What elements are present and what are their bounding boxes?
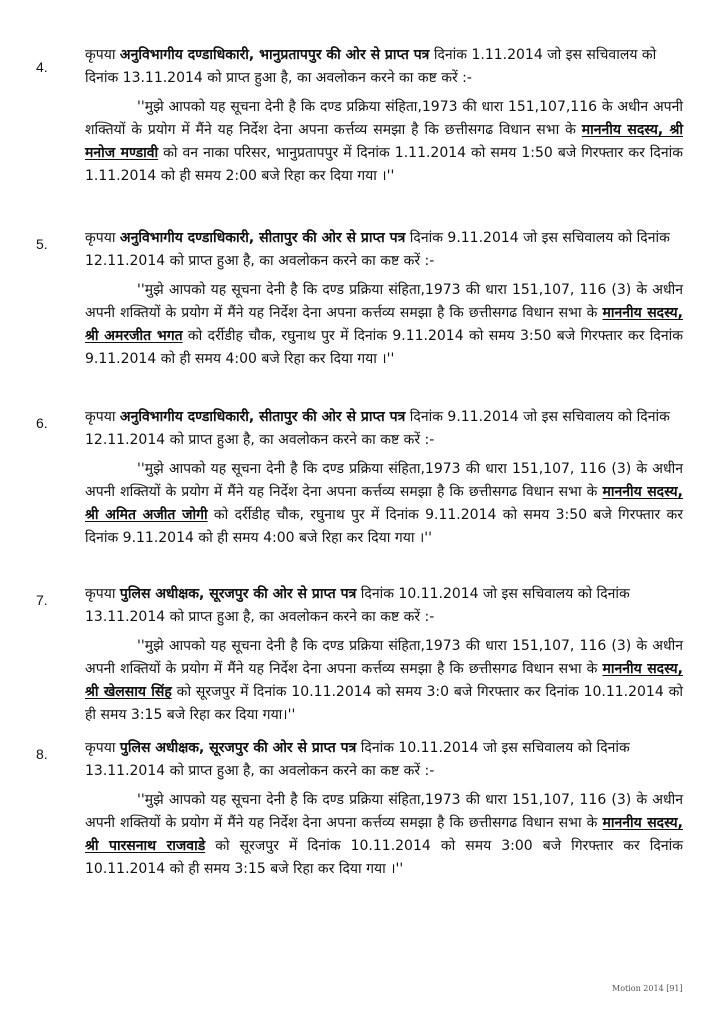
- item-intro: कृपया अनुविभागीय दण्डाधिकारी, भानुप्रतापपुर की ओर से प्राप्त पत्र दिनांक 1.11.2014 जो इस सचिवालय को दिनांक 13.11.2014 को प्राप्त हुआ है, का अवलोकन करने का कष्ट करें :-: [85, 47, 657, 86]
- item-intro: कृपया अनुविभागीय दण्डाधिकारी, सीतापुर की ओर से प्राप्त पत्र दिनांक 9.11.2014 जो इस सचिवालय को दिनांक 12.11.2014 को प्राप्त हुआ है, का अवलोकन करने का कष्ट करें :-: [85, 230, 670, 269]
- item-quote: ''मुझे आपको यह सूचना देनी है कि दण्ड प्रक्रिया संहिता,1973 की धारा 151,107, 116 (3) के अधीन अपनी शक्तियों के प्रयोग में मैंने यह निर्देश देना अपना कर्त्तव्य समझा है कि छत्तीसगढ विधान सभा के माननीय सदस्य, श्री अमरजीत भगत को दर्रीडीह चौक, रघुनाथ पुर में दिनांक 9.11.2014 को समय 3:50 बजे गिरफ्तार कर दिनांक 9.11.2014 को ही समय 4:00 बजे रिहा कर दिया गया ।'': [85, 282, 683, 367]
- sender-office: पुलिस अधीक्षक, सूरजपुर की ओर से प्राप्त पत्र: [119, 740, 357, 756]
- sender-office: अनुविभागीय दण्डाधिकारी, सीतापुर की ओर से प्राप्त पत्र: [119, 409, 406, 425]
- member-name: माननीय सदस्य, श्री अमित अजीत जोगी: [85, 484, 683, 523]
- sender-office: अनुविभागीय दण्डाधिकारी, भानुप्रतापपुर की ओर से प्राप्त पत्र: [119, 47, 430, 63]
- member-name: माननीय सदस्य, श्री मनोज मण्डावी: [85, 122, 683, 161]
- sender-office: पुलिस अधीक्षक, सूरजपुर की ओर से प्राप्त पत्र: [119, 586, 357, 602]
- item-quote: ''मुझे आपको यह सूचना देनी है कि दण्ड प्रक्रिया संहिता,1973 की धारा 151,107, 116 (3) के अधीन अपनी शक्तियों के प्रयोग में मैंने यह निर्देश देना अपना कर्त्तव्य समझा है कि छत्तीसगढ विधान सभा के माननीय सदस्य, श्री अमित अजीत जोगी को दर्रीडीह चौक, रघुनाथ पुर में दिनांक 9.11.2014 को समय 3:50 बजे गिरफ्तार कर दिनांक 9.11.2014 को ही समय 4:00 बजे रिहा कर दिया गया ।'': [85, 461, 683, 546]
- item-intro: कृपया पुलिस अधीक्षक, सूरजपुर की ओर से प्राप्त पत्र दिनांक 10.11.2014 जो इस सचिवालय को दिनांक 13.11.2014 को प्राप्त हुआ है, का अवलोकन करने का कष्ट करें :-: [85, 740, 630, 779]
- sender-office: अनुविभागीय दण्डाधिकारी, सीतापुर की ओर से प्राप्त पत्र: [119, 230, 406, 246]
- item-number: 7.: [36, 592, 48, 608]
- item-quote: ''मुझे आपको यह सूचना देनी है कि दण्ड प्रक्रिया संहिता,1973 की धारा 151,107,116 के अधीन अपनी शक्तियों के प्रयोग में मैंने यह निर्देश देना अपना कर्त्तव्य समझा है कि छत्तीसगढ विधान सभा के माननीय सदस्य, श्री मनोज मण्डावी को वन नाका परिसर, भानुप्रतापपुर में दिनांक 1.11.2014 को समय 1:50 बजे गिरफ्तार कर दिनांक 1.11.2014 को ही समय 2:00 बजे रिहा कर दिया गया ।'': [85, 99, 683, 184]
- item-number: 5.: [36, 236, 48, 252]
- item-intro: कृपया पुलिस अधीक्षक, सूरजपुर की ओर से प्राप्त पत्र दिनांक 10.11.2014 जो इस सचिवालय को दिनांक 13.11.2014 को प्राप्त हुआ है, का अवलोकन करने का कष्ट करें :-: [85, 586, 630, 625]
- member-name: माननीय सदस्य, श्री अमरजीत भगत: [85, 305, 683, 344]
- member-name: माननीय सदस्य, श्री खेलसाय सिंह: [85, 661, 683, 700]
- item-number: 6.: [36, 415, 48, 431]
- item-intro: कृपया अनुविभागीय दण्डाधिकारी, सीतापुर की ओर से प्राप्त पत्र दिनांक 9.11.2014 जो इस सचिवालय को दिनांक 12.11.2014 को प्राप्त हुआ है, का अवलोकन करने का कष्ट करें :-: [85, 409, 670, 448]
- member-name: माननीय सदस्य, श्री पारसनाथ राजवाडे: [85, 815, 683, 854]
- item-quote: ''मुझे आपको यह सूचना देनी है कि दण्ड प्रक्रिया संहिता,1973 की धारा 151,107, 116 (3) के अधीन अपनी शक्तियों के प्रयोग में मैंने यह निर्देश देना अपना कर्त्तव्य समझा है कि छत्तीसगढ विधान सभा के माननीय सदस्य, श्री पारसनाथ राजवाडे को सूरजपुर में दिनांक 10.11.2014 को समय 3:00 बजे गिरफ्तार कर दिनांक 10.11.2014 को ही समय 3:15 बजे रिहा कर दिया गया ।'': [85, 792, 683, 877]
- item-number: 8.: [36, 746, 48, 762]
- item-number: 4.: [36, 59, 48, 75]
- item-quote: ''मुझे आपको यह सूचना देनी है कि दण्ड प्रक्रिया संहिता,1973 की धारा 151,107, 116 (3) के अधीन अपनी शक्तियों के प्रयोग में मैंने यह निर्देश देना अपना कर्त्तव्य समझा है कि छत्तीसगढ विधान सभा के माननीय सदस्य, श्री खेलसाय सिंह को सूरजपुर में दिनांक 10.11.2014 को समय 3:0 बजे गिरफ्तार कर दिनांक 10.11.2014 को ही समय 3:15 बजे रिहा कर दिया गया।'': [85, 638, 683, 723]
- page-footer: Motion 2014 [91]: [612, 984, 683, 993]
